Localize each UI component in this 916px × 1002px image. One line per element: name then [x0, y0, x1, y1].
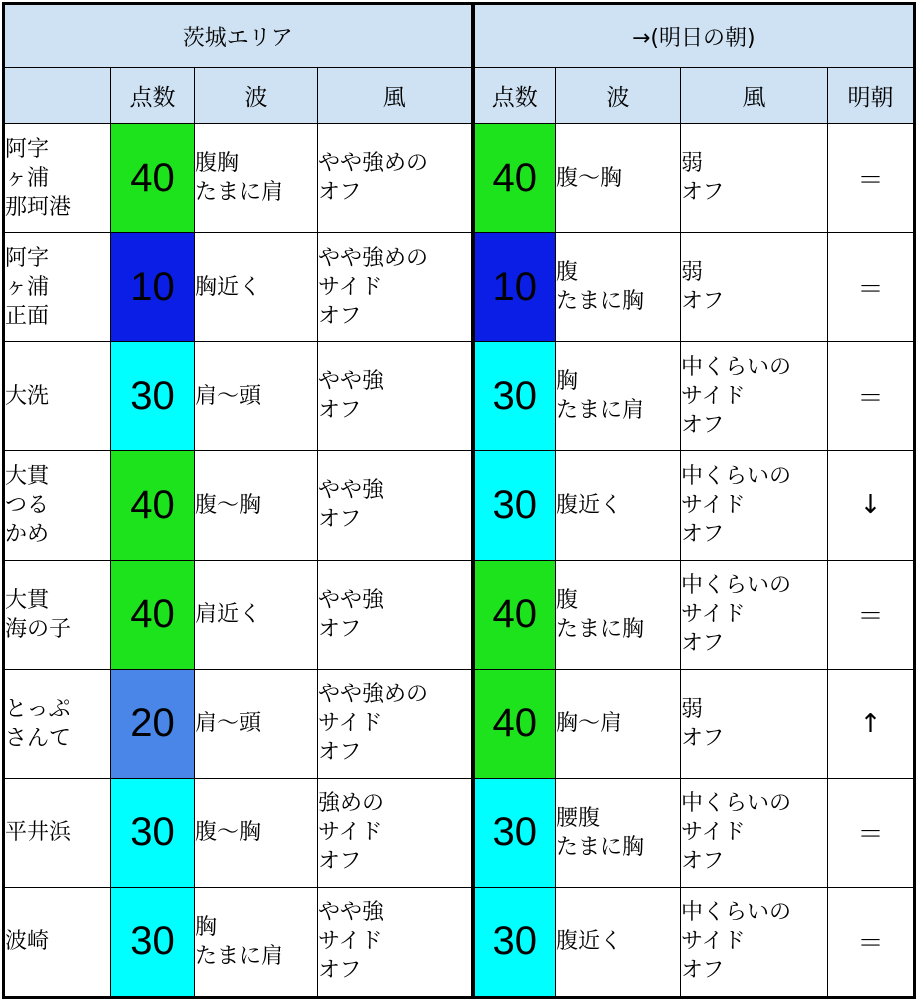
table-row — [4, 342, 915, 451]
wave-tomorrow: 腹 たまに胸 — [556, 233, 681, 342]
score-tomorrow: 30 — [473, 778, 556, 887]
spot-name: 大洗 — [4, 342, 111, 451]
score-today: 20 — [111, 669, 195, 778]
trend-arrow: ↓ — [828, 451, 915, 560]
spot-name: 阿字 ヶ浦 那珂港 — [4, 124, 111, 233]
tomorrow-title: →(明日の朝) — [473, 4, 915, 68]
trend-arrow: ＝ — [828, 124, 915, 233]
wind-tomorrow: 中くらいの サイド オフ — [681, 887, 828, 997]
trend-arrow: ＝ — [828, 560, 915, 669]
wave-tomorrow: 腰腹 たまに胸 — [556, 778, 681, 887]
wind-tomorrow: 中くらいの サイド オフ — [681, 778, 828, 887]
score-tomorrow: 40 — [473, 124, 556, 233]
header-row-top — [4, 4, 915, 68]
wave-today: 腹～胸 — [195, 778, 318, 887]
area-title: 茨城エリア — [4, 4, 473, 68]
wind-today: やや強めの オフ — [318, 124, 473, 233]
score-tomorrow: 30 — [473, 887, 556, 997]
wind-today: やや強 オフ — [318, 342, 473, 451]
wind-tomorrow: 弱 オフ — [681, 669, 828, 778]
score-today: 40 — [111, 124, 195, 233]
col-score-tomorrow: 点数 — [473, 68, 556, 124]
score-today: 30 — [111, 342, 195, 451]
spot-header-empty — [4, 68, 111, 124]
table-row — [4, 669, 915, 778]
table-row — [4, 778, 915, 887]
col-wave-today: 波 — [195, 68, 318, 124]
table-row — [4, 124, 915, 233]
wind-tomorrow: 中くらいの サイド オフ — [681, 342, 828, 451]
wind-tomorrow: 弱 オフ — [681, 124, 828, 233]
wave-tomorrow: 腹近く — [556, 451, 681, 560]
wave-today: 肩～頭 — [195, 669, 318, 778]
col-wind-tomorrow: 風 — [681, 68, 828, 124]
spot-name: 阿字 ヶ浦 正面 — [4, 233, 111, 342]
score-tomorrow: 30 — [473, 342, 556, 451]
wind-today: やや強 オフ — [318, 560, 473, 669]
score-tomorrow: 30 — [473, 451, 556, 560]
wind-today: やや強 サイド オフ — [318, 887, 473, 997]
col-trend: 明朝 — [828, 68, 915, 124]
trend-arrow: ＝ — [828, 887, 915, 997]
wave-tomorrow: 腹 たまに胸 — [556, 560, 681, 669]
col-wave-tomorrow: 波 — [556, 68, 681, 124]
table-row — [4, 233, 915, 342]
trend-arrow: ＝ — [828, 342, 915, 451]
wave-today: 胸 たまに肩 — [195, 887, 318, 997]
score-today: 30 — [111, 778, 195, 887]
spot-name: 波崎 — [4, 887, 111, 997]
spot-name: 大貫 つる かめ — [4, 451, 111, 560]
wind-today: やや強 オフ — [318, 451, 473, 560]
score-tomorrow: 40 — [473, 560, 556, 669]
spot-name: とっぷ さんて — [4, 669, 111, 778]
col-score-today: 点数 — [111, 68, 195, 124]
table-row — [4, 451, 915, 560]
wave-today: 肩近く — [195, 560, 318, 669]
wind-tomorrow: 弱 オフ — [681, 233, 828, 342]
header-row-columns — [4, 68, 915, 124]
spot-name: 大貫 海の子 — [4, 560, 111, 669]
trend-arrow: ↑ — [828, 669, 915, 778]
wave-today: 胸近く — [195, 233, 318, 342]
score-today: 10 — [111, 233, 195, 342]
wind-tomorrow: 中くらいの サイド オフ — [681, 451, 828, 560]
wave-tomorrow: 胸～肩 — [556, 669, 681, 778]
trend-arrow: ＝ — [828, 233, 915, 342]
spot-name: 平井浜 — [4, 778, 111, 887]
wind-today: やや強めの サイド オフ — [318, 669, 473, 778]
score-today: 30 — [111, 887, 195, 997]
score-today: 40 — [111, 451, 195, 560]
wave-tomorrow: 胸 たまに肩 — [556, 342, 681, 451]
wind-today: やや強めの サイド オフ — [318, 233, 473, 342]
score-tomorrow: 10 — [473, 233, 556, 342]
col-wind-today: 風 — [318, 68, 473, 124]
surf-forecast-table — [2, 2, 916, 999]
wind-tomorrow: 中くらいの サイド オフ — [681, 560, 828, 669]
table-row — [4, 887, 915, 997]
wind-today: 強めの サイド オフ — [318, 778, 473, 887]
wave-tomorrow: 腹近く — [556, 887, 681, 997]
table-row — [4, 560, 915, 669]
wave-today: 腹胸 たまに肩 — [195, 124, 318, 233]
score-today: 40 — [111, 560, 195, 669]
wave-tomorrow: 腹～胸 — [556, 124, 681, 233]
trend-arrow: ＝ — [828, 778, 915, 887]
wave-today: 肩～頭 — [195, 342, 318, 451]
score-tomorrow: 40 — [473, 669, 556, 778]
wave-today: 腹～胸 — [195, 451, 318, 560]
